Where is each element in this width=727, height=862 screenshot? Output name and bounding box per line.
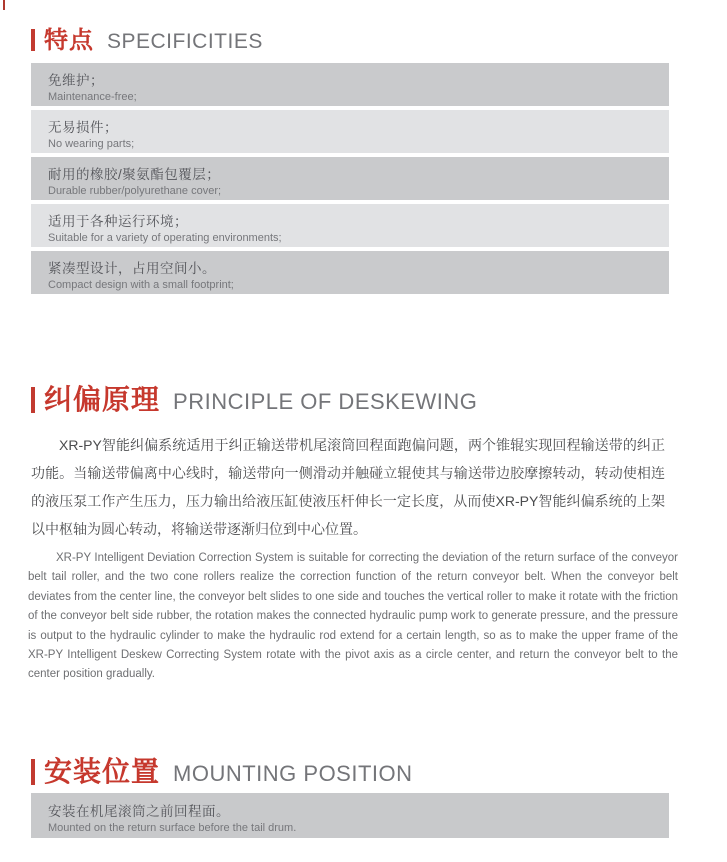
feature-text-en: Compact design with a small footprint; [48,278,234,291]
feature-item [31,251,669,294]
feature-text-en: Maintenance-free; [48,90,137,103]
feature-item [31,63,669,106]
feature-text-zh: 无易损件； [48,119,118,135]
red-rule-bar [31,759,35,785]
section-title-en: SPECIFICITIES [107,30,263,53]
section-title-en: PRINCIPLE OF DESKEWING [173,389,478,414]
feature-text-en: Durable rubber/polyurethane cover; [48,184,222,197]
feature-text-zh: 免维护； [48,72,104,88]
section-title-en: MOUNTING POSITION [173,761,413,786]
section-header-principle [31,378,477,418]
feature-text-zh: 适用于各种运行环境； [48,213,188,229]
feature-text-zh: 耐用的橡胶/聚氨酯包覆层； [48,166,221,182]
mounting-text-en: Mounted on the return surface before the tail drum. [48,821,297,834]
feature-item [31,157,669,200]
feature-text-en: No wearing parts; [48,137,135,150]
red-rule-bar [31,29,35,51]
page-corner-mark [3,0,5,10]
mounting-text-zh: 安装在机尾滚筒之前回程面。 [48,803,230,819]
mounting-position-bar [31,793,669,838]
section-title-zh: 纠偏原理 [44,384,161,415]
principle-paragraph-zh: XR-PY智能纠偏系统适用于纠正输送带机尾滚筒回程面跑偏问题，两个锥辊实现回程输送带的纠正功能。当输送带偏离中心线时，输送带向一侧滑动并触碰立辊使其与输送带边胶摩擦转动，转动使相连的液压泵工作产生压力，压力输出给液压缸使液压杆伸长一定长度，从而使XR-PY智能纠偏系统的上架以中枢轴为圆心转动，将输送带逐渐归位到中心位置。 [31,437,665,537]
feature-item [31,204,669,247]
feature-text-zh: 紧凑型设计，占用空间小。 [48,260,216,276]
section-header-mounting [31,750,413,790]
section-header-specificities [31,20,263,55]
feature-item [31,110,669,153]
principle-paragraph-en: XR-PY Intelligent Deviation Correction System is suitable for correcting the deviation of the return surface of the conveyor belt tail roller, and the two cone rollers realize the correction function of the return conveyor belt. When the conveyor belt deviates from the center line, the conveyor belt slides to one side and touches the vertical roller to make it rotate with the friction of the conveyor belt side rubber, the rotation makes the connected hydraulic pump work to generate pressure, and the pressure is output to the hydraulic cylinder to make the hydraulic rod extend for a certain length, so as to make the upper frame of the XR-PY Intelligent Deskew Correcting System rotate with the pivot axis as a circle center, and return the conveyor belt to the center position gradually. [28,552,678,681]
feature-text-en: Suitable for a variety of operating environments; [48,231,282,244]
features-list [31,63,669,298]
red-rule-bar [31,387,35,413]
section-title-zh: 安装位置 [44,756,161,787]
section-title-zh: 特点 [44,27,94,54]
